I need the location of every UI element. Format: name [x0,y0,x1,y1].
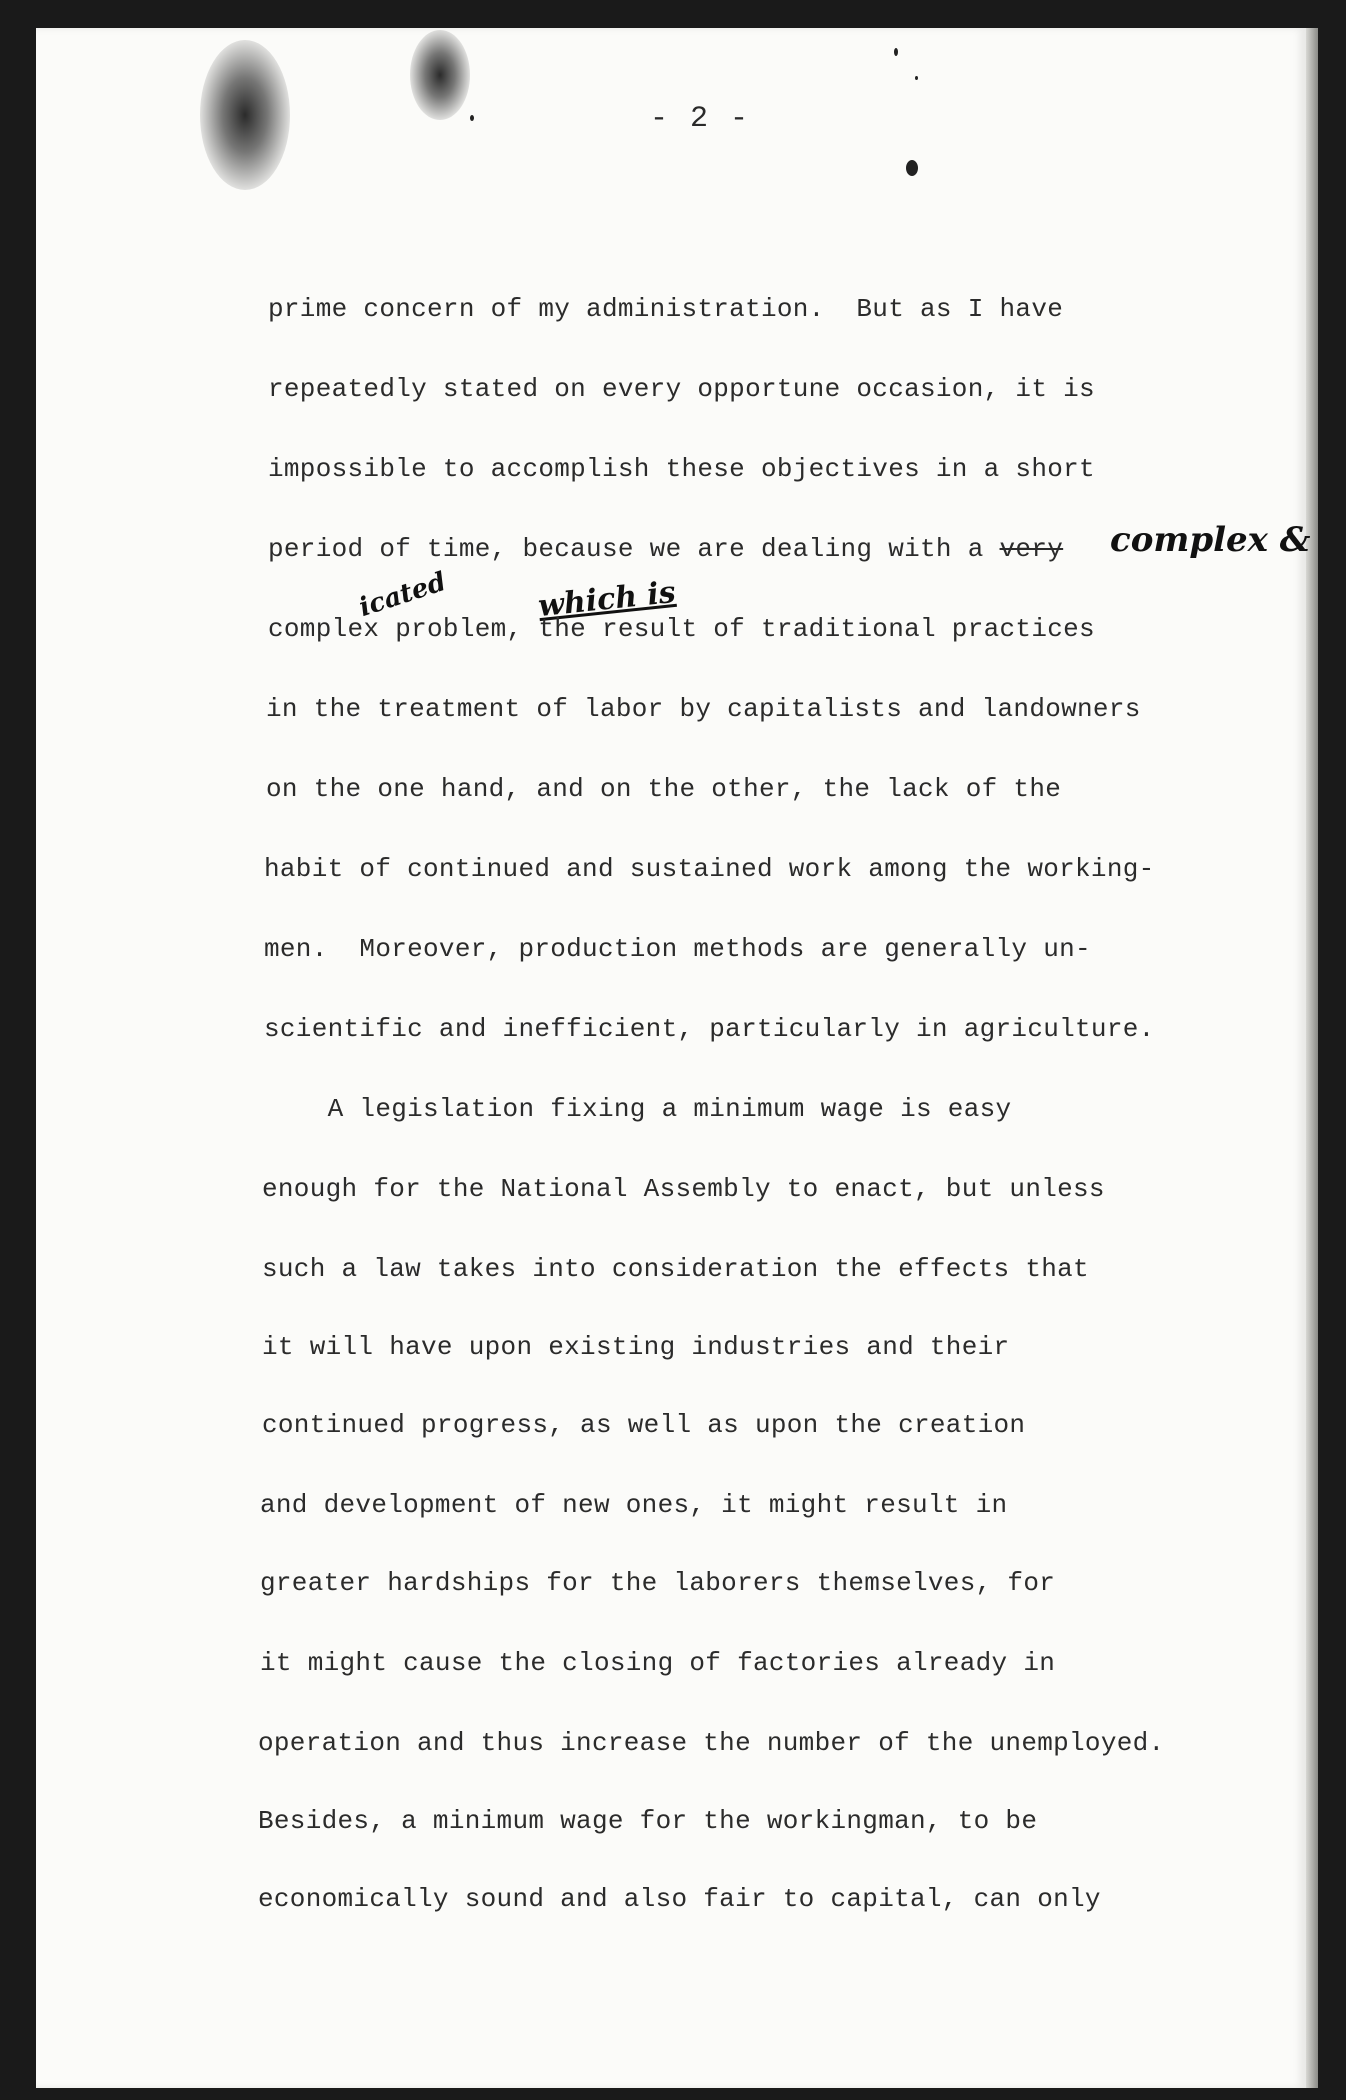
ink-smudge-center [410,30,470,120]
body-line-text: period of time, because we are dealing with a [268,534,1000,564]
body-line: continued progress, as well as upon the creation [262,1410,1026,1440]
body-line: enough for the National Assembly to enact, but unless [262,1174,1105,1204]
ink-speck [470,115,474,121]
body-line: A legislation fixing a minimum wage is easy [264,1094,1012,1124]
ink-speck [915,76,918,80]
body-line: impossible to accomplish these objectives in a short [268,454,1095,484]
page-number: - 2 - [650,102,751,136]
ink-speck [894,48,898,56]
body-line: Besides, a minimum wage for the workingman, to be [258,1806,1038,1836]
document-page [36,28,1306,2088]
body-line: and development of new ones, it might result in [260,1490,1008,1520]
ink-speck [906,160,918,176]
page-edge [1306,28,1318,2088]
body-line: it might cause the closing of factories already in [260,1648,1056,1678]
ink-smudge-left [200,40,290,190]
body-line: in the treatment of labor by capitalists and landowners [266,694,1141,724]
body-line: men. Moreover, production methods are generally un- [264,934,1091,964]
handwritten-insertion: icated [355,566,450,624]
body-line: complex problem, the result of traditional practices [268,614,1095,644]
struck-word: very [999,534,1064,564]
handwritten-insertion: which is [536,574,678,625]
body-line: economically sound and also fair to capital, can only [258,1884,1101,1914]
body-line: habit of continued and sustained work among the working- [264,854,1155,884]
body-line: such a law takes into consideration the effects that [262,1254,1089,1284]
body-line: on the one hand, and on the other, the lack of the [266,774,1062,804]
body-line: greater hardships for the laborers themselves, for [260,1568,1056,1598]
body-line: prime concern of my administration. But as I have [268,294,1064,324]
body-line: operation and thus increase the number of the unemployed. [258,1728,1165,1758]
body-line: scientific and inefficient, particularly in agriculture. [264,1014,1155,1044]
handwritten-insertion: complex & [1110,520,1311,560]
body-line-edited [268,534,1063,564]
body-line: it will have upon existing industries and their [262,1332,1010,1362]
body-line: repeatedly stated on every opportune occasion, it is [268,374,1095,404]
